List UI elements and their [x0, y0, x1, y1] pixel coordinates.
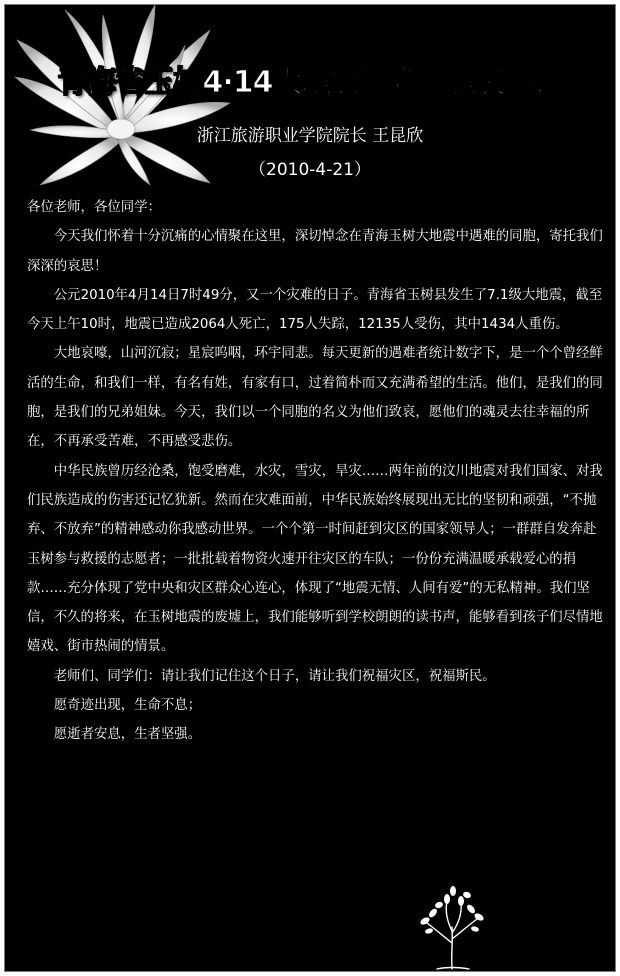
paragraph-2: 公元2010年4月14日7时49分，又一个灾难的日子。青海省玉树县发生了7.1级大地震，截至今天上午10时，地震已造成2064人死亡，175人失踪，12135人受伤，其中1434人重伤。 [27, 287, 603, 333]
memorial-frame [4, 4, 616, 972]
tree-icon [407, 883, 497, 971]
paragraph-5: 老师们、同学们：请让我们记住这个日子，请让我们祝福灾区，祝福斯民。 [53, 668, 496, 684]
paragraph-1: 今天我们怀着十分沉痛的心情聚在这里，深切悼念在青海玉树大地震中遇难的同胞，寄托我们深深的哀思！ [27, 229, 603, 274]
author-line: 浙江旅游职业学院院长 王昆欣 [196, 126, 424, 146]
eulogy-body [27, 193, 603, 750]
paragraph-3: 大地哀嚎，山河沉寂；星宸呜咽，环宇同悲。每天更新的遇难者统计数字下，是一个个曾经鲜活的生命，和我们一样，有名有姓，有家有口，过着简朴而又充满希望的生活。他们，是我们的同胞，是我们的兄弟姐妹。今天，我们以一个同胞的名义为他们致哀，愿他们的魂灵去往幸福的所在，不再承受苦难，不再感受悲伤。 [27, 346, 603, 450]
page-title: 青海省玉树4·14大地震遇难同胞哀悼词 [57, 65, 563, 100]
paragraph-7: 愿逝者安息，生者坚强。 [53, 727, 202, 743]
paragraph-4: 中华民族曾历经沧桑，饱受磨难，水灾，雪灾，旱灾……两年前的汶川地震对我们国家、对我们民族造成的伤害还记忆犹新。然而在灾难面前，中华民族始终展现出无比的坚韧和顽强，“不抛弃、不放弃”的精神感动你我感动世界。一个个第一时间赶到灾区的国家领导人；一群群自发奔赴玉树参与救援的志愿者；一批批载着物资火速开往灾区的车队；一份份充满温暖承载爱心的捐款……充分体现了党中央和灾区群众心连心，体现了“地震无情、人间有爱”的无私精神。我们坚信，不久的将来，在玉树地震的废墟上，我们能够听到学校朗朗的读书声，能够看到孩子们尽情地嬉戏、街市热闹的情景。 [27, 463, 603, 655]
date-line: （2010-4-21） [249, 160, 371, 180]
salutation: 各位老师，各位同学： [27, 200, 161, 215]
paragraph-6: 愿奇迹出现，生命不息； [53, 698, 202, 714]
